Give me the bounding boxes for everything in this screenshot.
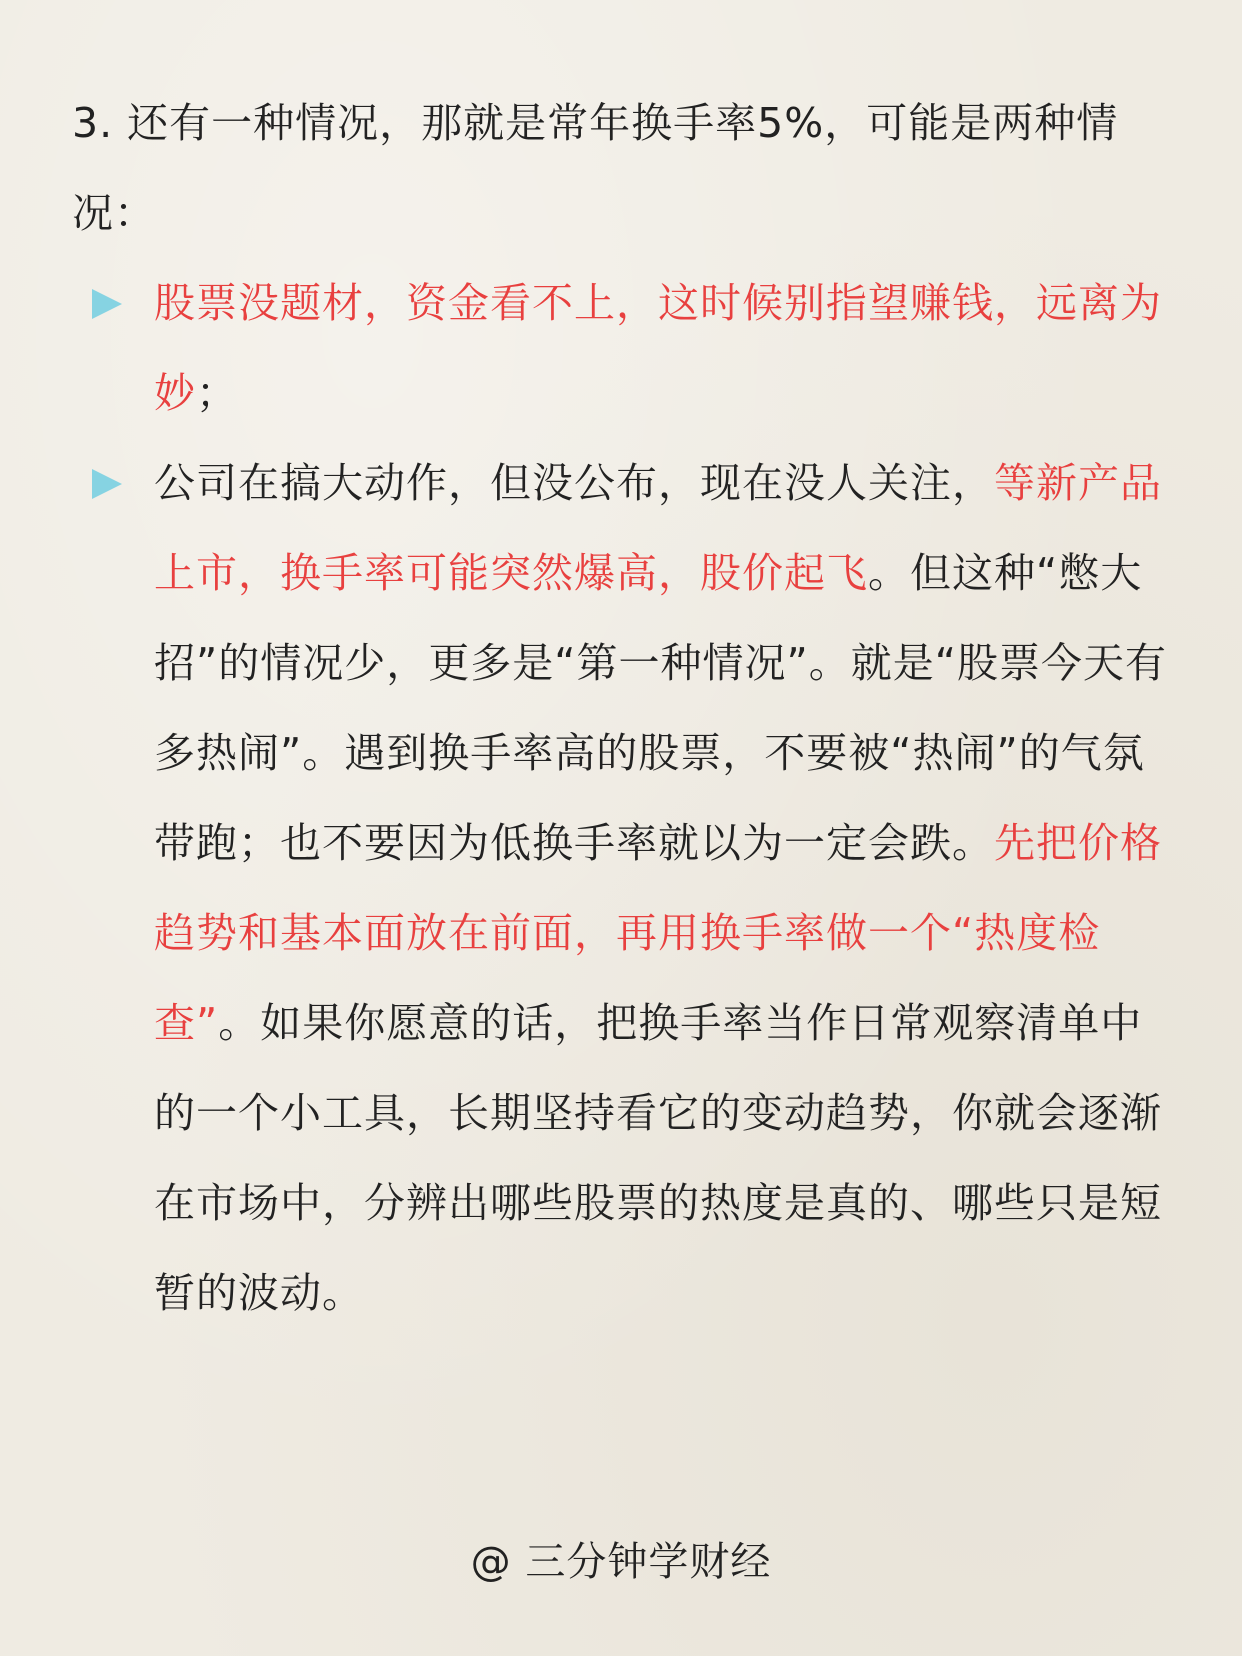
- bullet-item-2: [72, 438, 1172, 1338]
- bullet-item-1: [72, 258, 1172, 438]
- bullet-2-text-c: 。如果你愿意的话，把换手率当作日常观察清单中的一个小工具，长期坚持看它的变动趋势，你就会逐渐在市场中，分辨出哪些股票的热度是真的、哪些只是短暂的波动。: [154, 999, 1162, 1317]
- bullet-2-highlight-b: 先把价格趋势和基本面放在前面，再用换手率做一个“热度检查”: [154, 819, 1162, 1047]
- bullet-2-text-b: 。但这种“憋大招”的情况少，更多是“第一种情况”。就是“股票今天有多热闹”。遇到换手率高的股票，不要被“热闹”的气氛带跑；也不要因为低换手率就以为一定会跌。: [154, 549, 1167, 867]
- bullet-1-highlight: 股票没题材，资金看不上，这时候别指望赚钱，远离为妙: [154, 279, 1162, 417]
- author-signature: @ 三分钟学财经: [470, 1539, 772, 1585]
- intro-paragraph: 3. 还有一种情况，那就是常年换手率5%，可能是两种情况：: [72, 99, 1119, 237]
- bullet-list: [72, 258, 1172, 1338]
- bullet-2-highlight-a: 等新产品上市，换手率可能突然爆高，股价起飞: [154, 459, 1162, 597]
- bullet-2-text-a: 公司在搞大动作，但没公布，现在没人关注，: [154, 459, 994, 507]
- bullet-1-text: ；: [196, 369, 238, 417]
- article-body: [72, 78, 1172, 1338]
- triangle-right-icon: [92, 469, 122, 499]
- triangle-right-icon: [92, 289, 122, 319]
